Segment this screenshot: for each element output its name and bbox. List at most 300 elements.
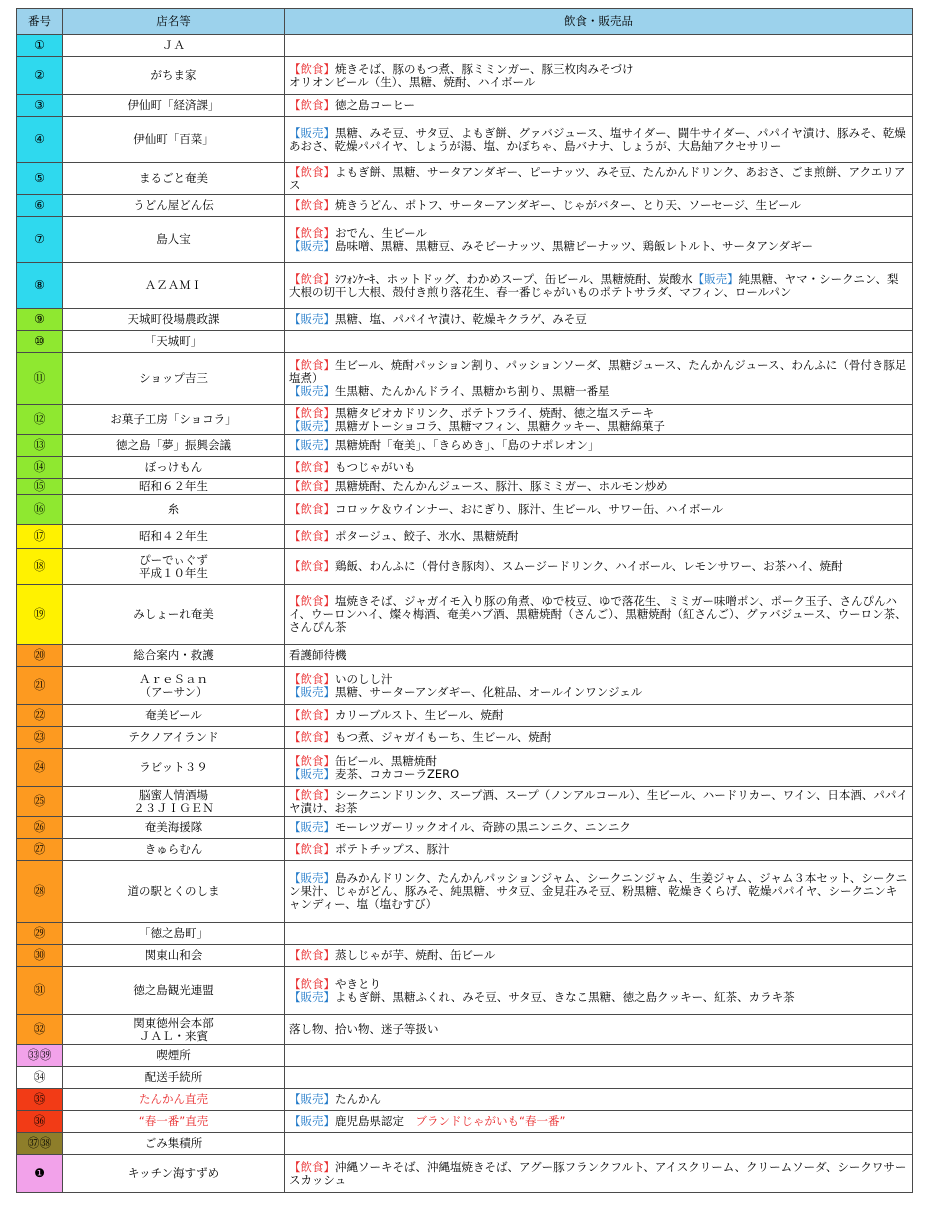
food-tag: 【飲食】	[289, 198, 335, 212]
shop-name-line: 奄美ビール	[145, 708, 202, 722]
item-line	[289, 1161, 908, 1187]
item-text: よもぎ餅、黒糖、サータアンダギー、ピーナッツ、みそ豆、たんかんドリンク、あおさ、ごま煎餅、アクエリアス	[289, 164, 906, 192]
item-text: 焼きそば、豚のもつ煮、豚ミミンガー、豚三枚肉みそづけ	[335, 61, 634, 76]
row-number	[17, 817, 63, 839]
number-badge: ⑫	[33, 412, 46, 426]
row-number	[17, 1045, 63, 1067]
shop-name	[63, 839, 285, 861]
food-tag: 【飲食】	[289, 405, 335, 420]
shop-name-line: テクノアイランド	[128, 730, 219, 744]
food-tag: 【飲食】	[289, 1159, 335, 1174]
number-badge: ㉔	[33, 760, 46, 774]
food-tag: 【飲食】	[289, 671, 335, 686]
food-tag: 【飲食】	[289, 948, 335, 962]
row-number	[17, 95, 63, 117]
brand-text: ブランドじゃがいも“春一番”	[415, 1114, 566, 1128]
table-row	[17, 1155, 913, 1193]
shop-name	[63, 1045, 285, 1067]
table-row	[17, 195, 913, 217]
item-text: 黒糖、塩、パパイヤ漬け、乾燥キクラゲ、みそ豆	[335, 312, 587, 326]
items-cell	[285, 861, 913, 923]
items-cell	[285, 479, 913, 495]
number-badge: ㉕	[33, 794, 46, 808]
table-row	[17, 353, 913, 405]
shop-name-line: 天城町役場農政課	[127, 312, 220, 326]
table-row	[17, 57, 913, 95]
shop-name	[63, 309, 285, 331]
item-text: 塩焼きそば、ジャガイモ入り豚の角煮、ゆで枝豆、ゆで落花生、ミミガー味噌ポン、ポーク玉子、さんぴんハイ、ウーロンハイ、燦々梅酒、奄美ハブ酒、黒糖焼酎（さんご）、黒糖焼酎（紅さんご）、グァバジュース、ウーロン茶、さんぴん茶	[289, 594, 907, 634]
items-cell	[285, 585, 913, 645]
shop-name	[63, 861, 285, 923]
shop-name	[63, 787, 285, 817]
table-row	[17, 435, 913, 457]
shop-name-line: うどん屋どん伝	[133, 198, 214, 212]
shop-name-line: みしょーれ奄美	[133, 607, 214, 621]
sale-tag: 【販売】	[289, 418, 335, 433]
number-badge: ㉟	[33, 1092, 46, 1106]
shop-name	[63, 967, 285, 1015]
table-row	[17, 1133, 913, 1155]
items-cell	[285, 1045, 913, 1067]
item-line	[289, 199, 908, 212]
row-number	[17, 727, 63, 749]
table-row	[17, 749, 913, 787]
items-cell	[285, 817, 913, 839]
shop-name-line: まるごと奄美	[139, 171, 208, 185]
shop-name	[63, 95, 285, 117]
item-text: 黒糖、みそ豆、サタ豆、よもぎ餅、グァバジュース、塩サイダー、闘牛サイダー、パパイヤ漬け、豚みそ、乾燥あおさ、乾燥パパイヤ、しょうが湯、塩、かぼちゃ、島バナナ、しょうが、大島紬アクセサリー	[289, 125, 906, 153]
number-badge: ④	[34, 132, 45, 146]
items-cell	[285, 525, 913, 549]
item-line	[289, 649, 908, 662]
shop-name	[63, 923, 285, 945]
item-line	[289, 461, 908, 474]
item-line	[289, 439, 908, 452]
items-cell	[285, 705, 913, 727]
shop-name-line: 徳之島観光連盟	[133, 983, 214, 997]
item-text: 島味噌、黒糖、黒糖豆、みそピーナッツ、黒糖ピーナッツ、鶏飯レトルト、サータアンダギー	[335, 238, 814, 253]
item-text: オリオンビール（生）、黒糖、焼酎、ハイボール	[289, 74, 536, 89]
food-tag: 【飲食】	[289, 529, 335, 543]
food-tag: 【飲食】	[289, 358, 335, 372]
header-shop-name: 店名等	[63, 9, 285, 35]
shop-name	[63, 217, 285, 263]
row-number	[17, 839, 63, 861]
row-number	[17, 217, 63, 263]
items-cell	[285, 309, 913, 331]
item-line	[289, 240, 908, 253]
shop-name-line: きゅらむん	[144, 842, 203, 856]
items-cell	[285, 549, 913, 585]
shop-name	[63, 667, 285, 705]
row-number	[17, 749, 63, 787]
item-line	[289, 991, 908, 1004]
row-number	[17, 787, 63, 817]
food-tag: 【飲食】	[289, 976, 335, 991]
item-text: 焼きうどん、ポトフ、サーターアンダギー、じゃがバター、とり天、ソーセージ、生ビール	[335, 198, 801, 212]
shop-name	[63, 1015, 285, 1045]
shop-name-line: 昭和４２年生	[139, 529, 208, 543]
sale-tag: 【販売】	[289, 125, 335, 140]
item-text: コロッケ＆ウインナー、おにぎり、豚汁、生ビール、サワー缶、ハイボール	[335, 502, 724, 516]
item-text: ポタージュ、餃子、氷水、黒糖焼酎	[335, 529, 519, 543]
item-text: 缶ビール、黒糖焼酎	[335, 753, 437, 768]
items-cell	[285, 163, 913, 195]
item-line	[289, 273, 908, 299]
shop-name-line: ＪＡＬ・来賓	[139, 1028, 208, 1043]
table-row	[17, 1045, 913, 1067]
shop-name-line: 喫煙所	[156, 1048, 191, 1062]
food-tag: 【飲食】	[289, 225, 335, 240]
shop-name	[63, 263, 285, 309]
food-tag: 【飲食】	[289, 479, 335, 493]
items-cell	[285, 1089, 913, 1111]
table-row	[17, 727, 913, 749]
item-line	[289, 789, 908, 815]
item-text: おでん、生ビール	[335, 225, 427, 240]
food-tag: 【飲食】	[289, 460, 335, 474]
sale-tag: 【販売】	[289, 1114, 335, 1128]
item-line	[289, 843, 908, 856]
table-row	[17, 479, 913, 495]
table-row	[17, 645, 913, 667]
row-number	[17, 705, 63, 727]
shop-name	[63, 1155, 285, 1193]
shop-name-line: お菓子工房「ショコラ」	[110, 412, 237, 426]
sale-tag: 【販売】	[289, 384, 335, 398]
item-line	[289, 99, 908, 112]
table-row	[17, 1067, 913, 1089]
row-number	[17, 309, 63, 331]
row-number	[17, 549, 63, 585]
number-badge: ⑨	[34, 312, 45, 326]
number-badge: ㉒	[33, 708, 46, 722]
items-cell	[285, 1133, 913, 1155]
item-line	[289, 359, 908, 385]
shop-name	[63, 195, 285, 217]
row-number	[17, 163, 63, 195]
item-text: 黒糖焼酎「奄美」、「きらめき」、「島のナポレオン」	[335, 438, 600, 452]
shop-list-sheet	[16, 8, 912, 1193]
shop-name	[63, 549, 285, 585]
row-number	[17, 117, 63, 163]
items-cell	[285, 787, 913, 817]
items-cell	[285, 331, 913, 353]
shop-name	[63, 525, 285, 549]
items-cell	[285, 967, 913, 1015]
items-cell	[285, 1155, 913, 1193]
table-row	[17, 861, 913, 923]
item-line	[289, 821, 908, 834]
item-line	[289, 76, 908, 89]
item-text: もつ煮、ジャガイもーち、生ビール、焼酎	[335, 730, 552, 744]
item-text: シークニンドリンク、スープ酒、スープ（ノンアルコール）、生ビール、ハードリカー、ワイン、日本酒、パパイヤ漬け、お茶	[289, 787, 908, 815]
item-line	[289, 503, 908, 516]
shop-name	[63, 945, 285, 967]
table-row	[17, 35, 913, 57]
item-line	[289, 709, 908, 722]
row-number	[17, 1089, 63, 1111]
shop-name	[63, 1133, 285, 1155]
table-row	[17, 525, 913, 549]
shop-name-line: 島人宝	[156, 232, 191, 246]
items-cell	[285, 405, 913, 435]
item-text: もつじゃがいも	[335, 460, 416, 474]
number-badge: ⑰	[33, 529, 46, 543]
shop-name-line: ラビット３９	[139, 760, 208, 774]
shop-name-line: がちま家	[150, 68, 197, 82]
sale-tag: 【販売】	[289, 989, 335, 1004]
item-line	[289, 731, 908, 744]
shop-name-line: 関東山和会	[144, 948, 203, 962]
table-body	[17, 35, 913, 1193]
shop-name	[63, 405, 285, 435]
number-badge: ①	[34, 38, 45, 52]
food-tag: 【飲食】	[289, 502, 335, 516]
row-number	[17, 479, 63, 495]
food-tag: 【飲食】	[289, 61, 335, 76]
food-tag: 【飲食】	[289, 164, 335, 179]
table-row	[17, 705, 913, 727]
number-badge: ㉝㊴	[27, 1048, 52, 1062]
header-items: 飲食・販売品	[285, 9, 913, 35]
items-cell	[285, 353, 913, 405]
number-badge: ⑮	[33, 479, 46, 493]
row-number	[17, 457, 63, 479]
item-text: 看護師待機	[289, 648, 347, 662]
row-number	[17, 861, 63, 923]
items-cell	[285, 263, 913, 309]
header-number: 番号	[17, 9, 63, 35]
food-tag: 【飲食】	[289, 787, 335, 802]
shop-name-line: ＡｒｅＳａｎ	[139, 671, 208, 686]
table-row	[17, 945, 913, 967]
number-badge: ㉞	[33, 1070, 46, 1084]
number-badge: ②	[34, 68, 45, 82]
item-line	[289, 1115, 908, 1128]
items-cell	[285, 749, 913, 787]
shop-name-line: 脳蜜人情酒場	[139, 787, 208, 802]
items-cell	[285, 923, 913, 945]
sale-tag: 【販売】	[289, 766, 335, 781]
item-line	[289, 1023, 908, 1036]
items-cell	[285, 1111, 913, 1133]
shop-name-line: 伊仙町「百菜」	[133, 132, 214, 146]
sale-tag: 【販売】	[289, 1092, 335, 1106]
shop-name	[63, 457, 285, 479]
shop-name-line: “春一番”直売	[138, 1114, 209, 1128]
header-row	[17, 9, 913, 35]
item-line	[289, 949, 908, 962]
number-badge: ⑱	[33, 559, 46, 573]
row-number	[17, 331, 63, 353]
number-badge: ㊲㊳	[27, 1136, 52, 1150]
items-cell	[285, 1067, 913, 1089]
row-number	[17, 967, 63, 1015]
number-badge: ㊱	[33, 1114, 46, 1128]
item-line	[289, 872, 908, 911]
shop-name-line: ＡＺＡＭＩ	[144, 278, 203, 292]
shop-name	[63, 495, 285, 525]
item-text: カリーブルスト、生ビール、焼酎	[335, 708, 504, 722]
item-text: 鹿児島県認定	[335, 1114, 416, 1128]
shop-name-line: 平成１０年生	[139, 565, 208, 580]
item-line	[289, 313, 908, 326]
sale-tag: 【販売】	[289, 238, 335, 253]
shop-table	[16, 8, 913, 1193]
row-number	[17, 525, 63, 549]
table-row	[17, 95, 913, 117]
shop-name-line: ごみ集積所	[144, 1136, 203, 1150]
number-badge: ⑳	[33, 648, 46, 662]
row-number	[17, 405, 63, 435]
table-row	[17, 585, 913, 645]
number-badge: ⑭	[33, 460, 46, 474]
food-tag: 【飲食】	[289, 708, 335, 722]
table-row	[17, 1089, 913, 1111]
row-number	[17, 945, 63, 967]
row-number	[17, 1111, 63, 1133]
sale-tag: 【販売】	[289, 312, 335, 326]
item-text: 徳之島コーヒー	[335, 98, 416, 112]
shop-name	[63, 1067, 285, 1089]
item-text: 黒糖、サーターアンダギー、化粧品、オールインワンジェル	[335, 684, 643, 699]
items-cell	[285, 1015, 913, 1045]
table-row	[17, 667, 913, 705]
item-text: 生黒糖、たんかんドライ、黒糖かち割り、黒糖一番星	[335, 384, 610, 398]
shop-name	[63, 817, 285, 839]
row-number	[17, 263, 63, 309]
table-row	[17, 163, 913, 195]
shop-name-line: 配送手続所	[144, 1070, 203, 1084]
items-cell	[285, 945, 913, 967]
shop-name	[63, 585, 285, 645]
table-row	[17, 923, 913, 945]
items-cell	[285, 195, 913, 217]
food-tag: 【飲食】	[289, 271, 335, 286]
row-number	[17, 435, 63, 457]
sale-tag: 【販売】	[289, 438, 335, 452]
items-cell	[285, 35, 913, 57]
shop-name	[63, 479, 285, 495]
shop-name-line: 関東徳州会本部	[133, 1015, 214, 1030]
item-text: たんかん	[335, 1092, 381, 1106]
item-line	[289, 530, 908, 543]
number-badge: ㉙	[33, 926, 46, 940]
number-badge: ⑬	[33, 438, 46, 452]
item-line	[289, 480, 908, 493]
item-line	[289, 560, 908, 573]
shop-name	[63, 57, 285, 95]
items-cell	[285, 57, 913, 95]
food-tag: 【飲食】	[289, 594, 335, 608]
number-badge: ㉛	[33, 983, 46, 997]
item-text: 麦茶、コカコーラZERO	[335, 766, 460, 781]
number-badge: ⑲	[33, 607, 46, 621]
shop-name-line: 糸	[167, 502, 180, 516]
item-line	[289, 768, 908, 781]
number-badge: ⑪	[33, 371, 46, 385]
table-row	[17, 263, 913, 309]
table-row	[17, 117, 913, 163]
item-line	[289, 385, 908, 398]
table-row	[17, 457, 913, 479]
row-number	[17, 57, 63, 95]
items-cell	[285, 495, 913, 525]
number-badge: ⑦	[34, 232, 45, 246]
table-row	[17, 217, 913, 263]
item-text: よもぎ餅、黒糖ふくれ、みそ豆、サタ豆、きなこ黒糖、徳之島クッキー、紅茶、カラキ茶	[335, 989, 795, 1004]
food-tag: 【飲食】	[289, 753, 335, 768]
number-badge: ㉜	[33, 1022, 46, 1036]
shop-name	[63, 163, 285, 195]
shop-name-line: 昭和６２年生	[139, 479, 208, 493]
item-line	[289, 595, 908, 634]
items-cell	[285, 645, 913, 667]
row-number	[17, 35, 63, 57]
sale-tag: 【販売】	[692, 271, 739, 286]
row-number	[17, 495, 63, 525]
item-text: ポテトチップス、豚汁	[335, 842, 450, 856]
items-cell	[285, 667, 913, 705]
row-number	[17, 923, 63, 945]
shop-name	[63, 331, 285, 353]
table-row	[17, 405, 913, 435]
row-number	[17, 645, 63, 667]
shop-name-line: 徳之島「夢」振興会議	[116, 438, 231, 452]
number-badge: ⑩	[34, 334, 45, 348]
number-badge: ㉚	[33, 948, 46, 962]
number-badge: ㉖	[33, 820, 46, 834]
table-row	[17, 331, 913, 353]
number-badge: ㉓	[33, 730, 46, 744]
shop-name	[63, 727, 285, 749]
number-badge: ⑯	[33, 502, 46, 516]
table-row	[17, 495, 913, 525]
shop-name	[63, 1111, 285, 1133]
item-line	[289, 127, 908, 153]
number-badge: ❶	[34, 1166, 45, 1180]
shop-name	[63, 1089, 285, 1111]
item-text: 黒糖タピオカドリンク、ポテトフライ、焼酎、徳之塩ステーキ	[335, 405, 655, 420]
item-line	[289, 420, 908, 433]
item-text: 島みかんドリンク、たんかんパッションジャム、シークニンジャム、生姜ジャム、ジャム３本セット、シークニン果汁、じゃがどん、豚みそ、純黒糖、サタ豆、金見荘みそ豆、粉黒糖、乾燥きくらげ、乾燥パパイヤ、シークニンキャンディー、塩（塩むすび）	[289, 871, 908, 911]
items-cell	[285, 217, 913, 263]
number-badge: ㉘	[33, 884, 46, 898]
shop-name-line: 道の駅とくのしま	[127, 884, 220, 898]
item-line	[289, 166, 908, 192]
table-row	[17, 787, 913, 817]
shop-name-line: キッチン海すずめ	[127, 1166, 220, 1180]
table-row	[17, 1015, 913, 1045]
item-text: 落し物、拾い物、迷子等扱い	[289, 1022, 439, 1036]
number-badge: ㉑	[33, 678, 46, 692]
item-text: 蒸しじゃが芋、焼酎、缶ビール	[335, 948, 496, 962]
shop-name-line: 奄美海援隊	[144, 820, 203, 834]
items-cell	[285, 727, 913, 749]
shop-name	[63, 35, 285, 57]
item-text: 黒糖焼酎、たんかんジュース、豚汁、豚ミミガー、ホルモン炒め	[335, 479, 668, 493]
food-tag: 【飲食】	[289, 730, 335, 744]
row-number	[17, 1067, 63, 1089]
sale-tag: 【販売】	[289, 684, 335, 699]
sale-tag: 【販売】	[289, 871, 335, 885]
item-line	[289, 686, 908, 699]
shop-name-line: ぼっけもん	[144, 460, 203, 474]
item-text: 沖縄ソーキそば、沖縄塩焼きそば、アグー豚フランクフルト、アイスクリーム、クリームソーダ、シークワサースカッシュ	[289, 1159, 907, 1187]
items-cell	[285, 839, 913, 861]
item-text: やきとり	[335, 976, 381, 991]
